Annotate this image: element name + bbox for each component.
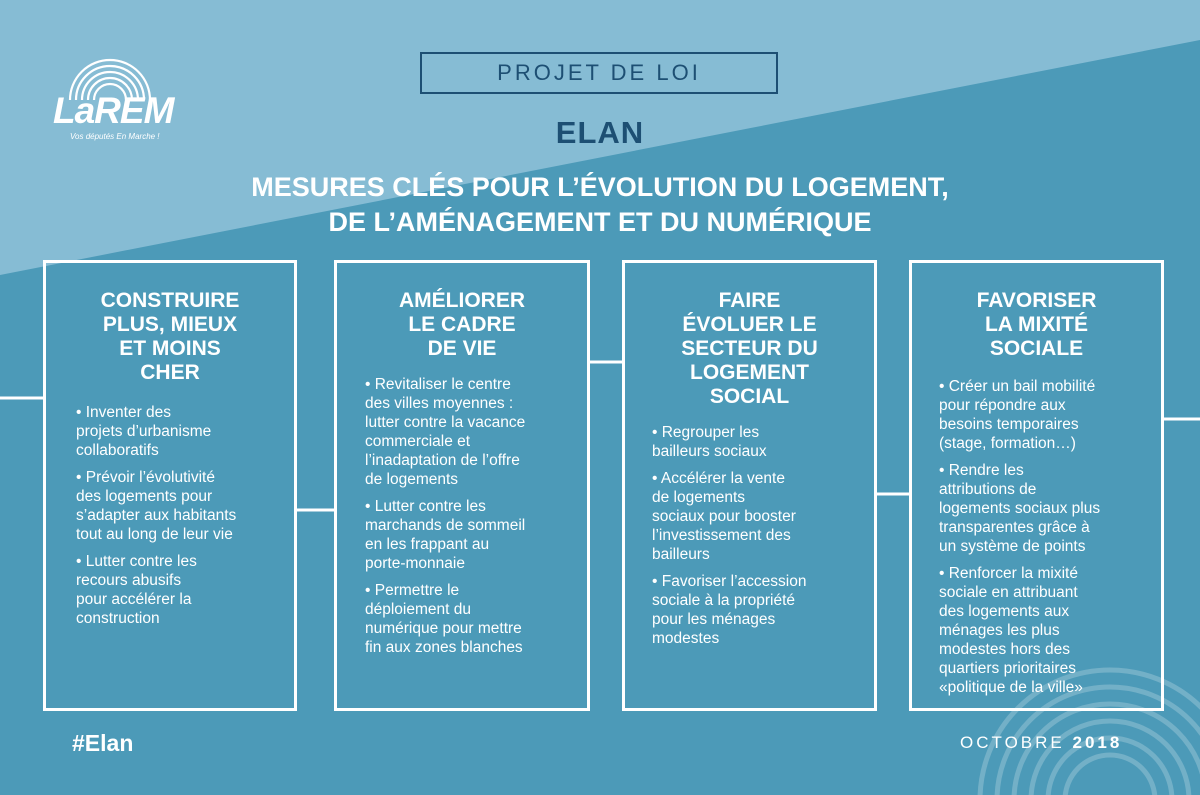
list-item: • Regrouper les bailleurs sociaux [652,424,767,460]
logo-tagline: Vos députés En Marche ! [70,132,160,141]
list-item: • Rendre les attributions de logements sociaux plus transparentes grâce à un système de points [939,462,1101,555]
column-title: CONSTRUIRE PLUS, MIEUX ET MOINS CHER [100,289,240,384]
bullet-list [76,403,236,636]
list-item: • Prévoir l’évolutivité des logements pour s’adapter aux habitants tout au long de leur vie [76,469,237,543]
bullet-list [652,423,806,656]
bullet-list [365,375,525,665]
page-subtitle [100,170,1100,240]
date-label [960,733,1122,753]
column-favoriser [909,260,1164,711]
bullet-list [939,377,1100,705]
list-item: • Inventer des projets d’urbanisme collaboratifs [76,404,212,459]
column-title: FAVORISER LA MIXITÉ SOCIALE [976,289,1097,360]
subtitle-line-2: DE L’AMÉNAGEMENT ET DU NUMÉRIQUE [328,207,872,237]
list-item: • Lutter contre les marchands de sommeil en les frappant au porte-monnaie [365,498,526,572]
hashtag: #Elan [72,730,134,756]
list-item: • Revitaliser le centre des villes moyennes : lutter contre la vacance commerciale et l’inadaptation de l’offre de logements [365,376,526,488]
column-ameliorer [334,260,590,711]
column-title: FAIRE ÉVOLUER LE SECTEUR DU LOGEMENT SOCIAL [681,289,818,408]
date-year: 2018 [1072,733,1123,752]
list-item: • Lutter contre les recours abusifs pour accélérer la construction [76,553,197,627]
kicker-box: PROJET DE LOI [420,52,778,94]
list-item: • Accélérer la vente de logements sociaux pour booster l’investissement des bailleurs [652,470,796,563]
logo-name: LaREM [53,90,174,131]
page-title: ELAN [555,115,645,150]
list-item: • Favoriser l’accession sociale à la propriété pour les ménages modestes [652,573,807,647]
list-item: • Renforcer la mixité sociale en attribuant des logements aux ménages les plus modestes hors des quartiers prioritaires «politique de la ville» [939,565,1083,696]
subtitle-line-1: MESURES CLÉS POUR L’ÉVOLUTION DU LOGEMENT, [251,172,949,202]
column-faire-evoluer [622,260,877,711]
list-item: • Créer un bail mobilité pour répondre aux besoins temporaires (stage, formation…) [939,378,1096,452]
column-title: AMÉLIORER LE CADRE DE VIE [399,289,525,360]
list-item: • Permettre le déploiement du numérique pour mettre fin aux zones blanches [365,582,523,656]
column-construire [43,260,297,711]
date-month: OCTOBRE [960,733,1065,752]
